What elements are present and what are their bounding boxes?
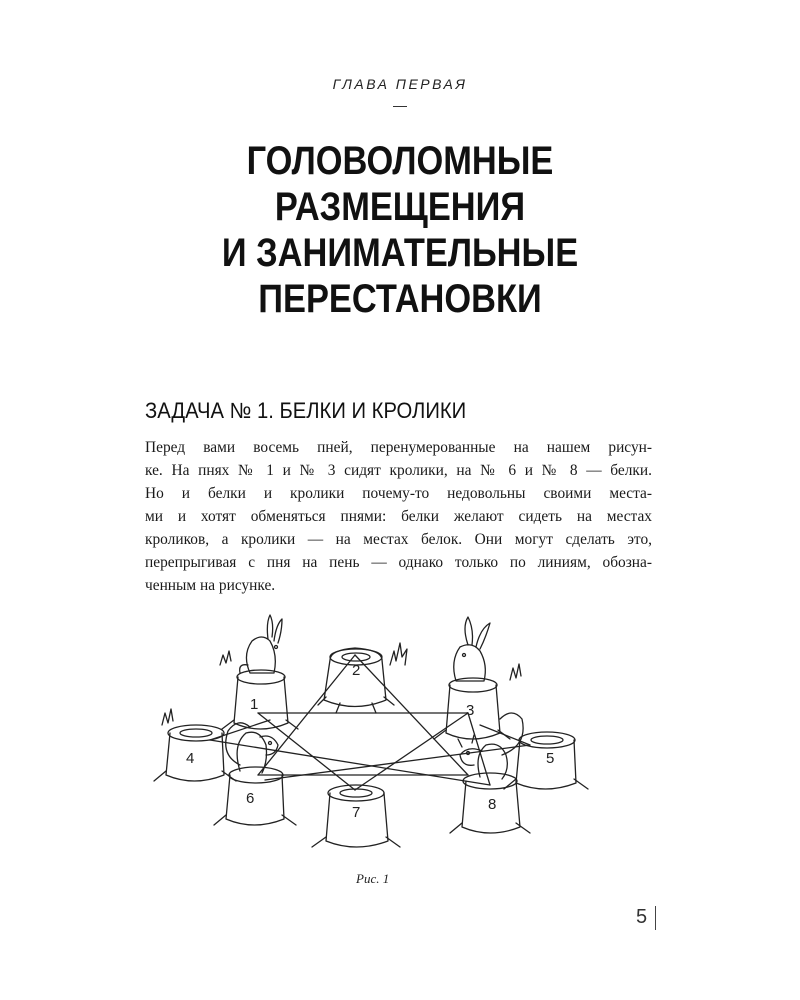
page-number-divider xyxy=(655,906,656,930)
figure-caption: Рис. 1 xyxy=(356,871,390,886)
text-line: ке. На пнях № 1 и № 3 сидят кролики, на № 6 и № 8 — белки. xyxy=(145,462,652,479)
text-line: ми и хотят обменяться пнями: белки желают сидеть на местах xyxy=(145,508,652,525)
chapter-title-line: И ЗАНИМАТЕЛЬНЫЕ xyxy=(221,231,579,275)
page-number: 5 xyxy=(636,906,648,928)
stump-1 xyxy=(220,651,298,729)
jump-lines xyxy=(210,655,530,790)
stump-label: 5 xyxy=(546,750,555,767)
chapter-title xyxy=(56,138,744,322)
chapter-label: ГЛАВА ПЕРВАЯ xyxy=(332,76,468,92)
chapter-title-line: РАЗМЕЩЕНИЯ xyxy=(274,185,526,229)
text-line: перепрыгивая с пня на пень — однако только по линиям, обозна- xyxy=(145,554,652,571)
stump-label: 4 xyxy=(186,750,195,767)
squirrel-8 xyxy=(458,713,523,779)
stump-label: 7 xyxy=(352,804,361,821)
stump-3 xyxy=(434,664,521,739)
chapter-title-line: ПЕРЕСТАНОВКИ xyxy=(258,277,542,321)
stump-label: 3 xyxy=(466,702,475,719)
rabbit-1 xyxy=(240,615,282,673)
squirrel-6 xyxy=(226,723,278,773)
stump-label: 6 xyxy=(246,790,255,807)
stump-label: 2 xyxy=(352,662,361,679)
text-line: ченным на рисунке. xyxy=(145,577,276,594)
chapter-divider xyxy=(393,106,407,107)
stumps-figure xyxy=(150,605,590,855)
stump-label: 8 xyxy=(488,796,497,813)
stump-6 xyxy=(214,767,296,825)
chapter-title-line: ГОЛОВОЛОМНЫЕ xyxy=(246,139,554,183)
stump-4 xyxy=(154,709,236,781)
problem-text xyxy=(145,436,652,597)
stumps-illustration xyxy=(150,605,590,855)
rabbit-3 xyxy=(454,617,490,681)
text-line: кроликов, а кролики — на местах белок. Они могут сделать это, xyxy=(145,531,652,548)
stump-2 xyxy=(318,643,407,713)
problem-heading: ЗАДАЧА № 1. БЕЛКИ И КРОЛИКИ xyxy=(145,398,467,423)
stump-label: 1 xyxy=(250,696,259,713)
text-line: Но и белки и кролики почему-то недовольны своими места- xyxy=(145,485,652,502)
text-line: Перед вами восемь пней, перенумерованные на нашем рисун- xyxy=(145,439,652,456)
